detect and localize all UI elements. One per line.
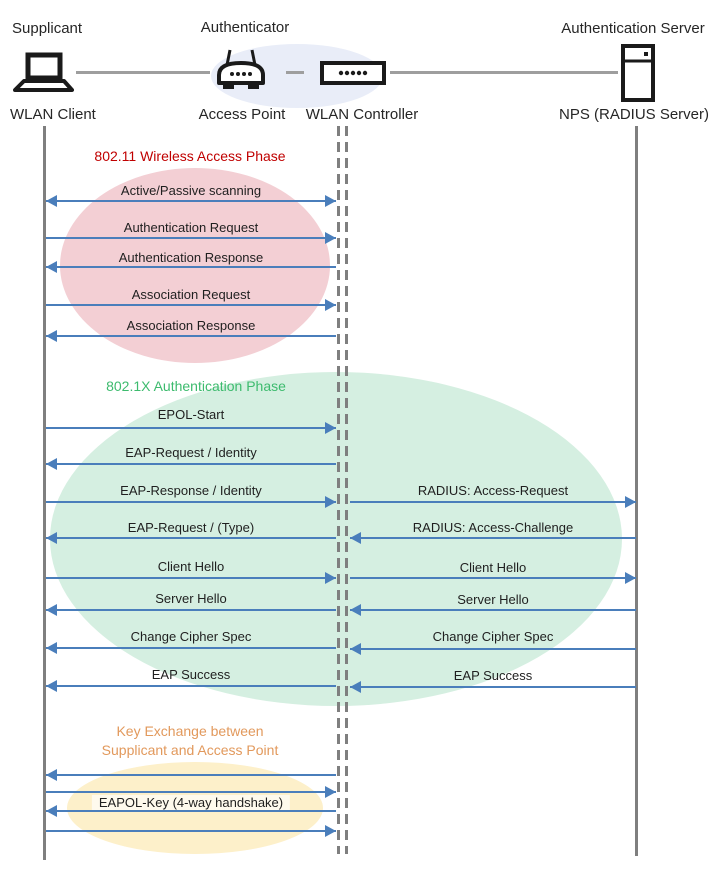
message-label: Server Hello (155, 591, 227, 606)
message-arrow (46, 830, 336, 832)
arrowhead-right-icon (325, 422, 336, 434)
arrowhead-left-icon (46, 532, 57, 544)
laptop-icon (12, 51, 74, 93)
message-arrow (46, 685, 336, 687)
message-arrow (46, 647, 336, 649)
connector-ap-controller (286, 71, 304, 74)
message-label: EAP Success (151, 667, 231, 682)
actor-label-nps: NPS (RADIUS Server) (558, 106, 710, 123)
message-label: Client Hello (459, 560, 527, 575)
role-label-authenticator: Authenticator (200, 19, 290, 36)
message-arrow (46, 200, 336, 202)
phase-title-802-1x: 802.1X Authentication Phase (106, 378, 286, 394)
message-label: RADIUS: Access-Request (417, 483, 569, 498)
message-label: Authentication Response (118, 250, 264, 265)
message-label: Client Hello (157, 559, 225, 574)
arrowhead-left-icon (350, 643, 361, 655)
arrowhead-left-icon (46, 805, 57, 817)
message-label: Change Cipher Spec (432, 629, 554, 644)
message-arrow (46, 427, 336, 429)
arrowhead-left-icon (46, 769, 57, 781)
phase-title-key-exchange (102, 722, 279, 760)
arrowhead-left-icon (46, 680, 57, 692)
phase-title-key-exchange-line2: Supplicant and Access Point (101, 742, 279, 758)
message-label: EAPOL-Key (4-way handshake) (92, 795, 290, 810)
arrowhead-left-icon (350, 532, 361, 544)
message-arrow (350, 537, 636, 539)
message-label: EAP Success (453, 668, 533, 683)
arrowhead-right-icon (325, 195, 336, 207)
message-label: EAP-Request / Identity (125, 445, 257, 460)
wlan-controller-icon (320, 61, 386, 85)
message-arrow (350, 648, 636, 650)
message-label: Active/Passive scanning (120, 183, 262, 198)
phase-title-802-11: 802.11 Wireless Access Phase (94, 148, 286, 164)
role-label-authentication-server: Authentication Server (561, 20, 705, 37)
message-arrow (46, 810, 336, 812)
message-arrow (46, 237, 336, 239)
arrowhead-right-icon (325, 786, 336, 798)
message-arrow (46, 266, 336, 268)
message-label: EAP-Response / Identity (120, 483, 262, 498)
message-arrow (46, 791, 336, 793)
message-label: Authentication Request (123, 220, 259, 235)
arrowhead-left-icon (46, 642, 57, 654)
message-arrow (350, 609, 636, 611)
arrowhead-left-icon (46, 330, 57, 342)
phase-802-1x-ellipse (50, 372, 622, 706)
arrowhead-right-icon (325, 232, 336, 244)
arrowhead-right-icon (625, 496, 636, 508)
actor-label-access-point: Access Point (198, 106, 286, 123)
message-arrow (46, 501, 336, 503)
message-arrow (350, 686, 636, 688)
arrowhead-left-icon (46, 195, 57, 207)
message-label: Association Request (131, 287, 251, 302)
message-label: EPOL-Start (157, 407, 225, 422)
lifeline-nps-server (635, 126, 638, 856)
message-label: EAP-Request / (Type) (127, 520, 255, 535)
arrowhead-left-icon (46, 261, 57, 273)
arrowhead-right-icon (325, 825, 336, 837)
arrowhead-left-icon (350, 681, 361, 693)
lifeline-wlan-controller-left (337, 126, 340, 854)
arrowhead-right-icon (325, 572, 336, 584)
access-point-icon (214, 48, 268, 92)
message-arrow (46, 304, 336, 306)
connector-client-ap (76, 71, 210, 74)
message-arrow (350, 501, 636, 503)
message-label: RADIUS: Access-Challenge (412, 520, 574, 535)
message-label: Server Hello (457, 592, 529, 607)
message-arrow (46, 774, 336, 776)
arrowhead-left-icon (46, 458, 57, 470)
connector-controller-server (390, 71, 618, 74)
lifeline-wlan-controller-right (345, 126, 348, 854)
arrowhead-left-icon (46, 604, 57, 616)
message-arrow (350, 577, 636, 579)
actor-label-wlan-client: WLAN Client (10, 106, 96, 123)
message-arrow (46, 537, 336, 539)
server-icon (620, 44, 656, 102)
message-label: Change Cipher Spec (130, 629, 252, 644)
arrowhead-right-icon (325, 299, 336, 311)
arrowhead-right-icon (625, 572, 636, 584)
phase-title-key-exchange-line1: Key Exchange between (116, 723, 264, 739)
message-label: Association Response (126, 318, 256, 333)
actor-label-wlan-controller: WLAN Controller (305, 106, 419, 123)
message-arrow (46, 577, 336, 579)
role-label-supplicant: Supplicant (12, 20, 83, 37)
message-arrow (46, 609, 336, 611)
message-arrow (46, 335, 336, 337)
message-arrow (46, 463, 336, 465)
arrowhead-left-icon (350, 604, 361, 616)
arrowhead-right-icon (325, 496, 336, 508)
